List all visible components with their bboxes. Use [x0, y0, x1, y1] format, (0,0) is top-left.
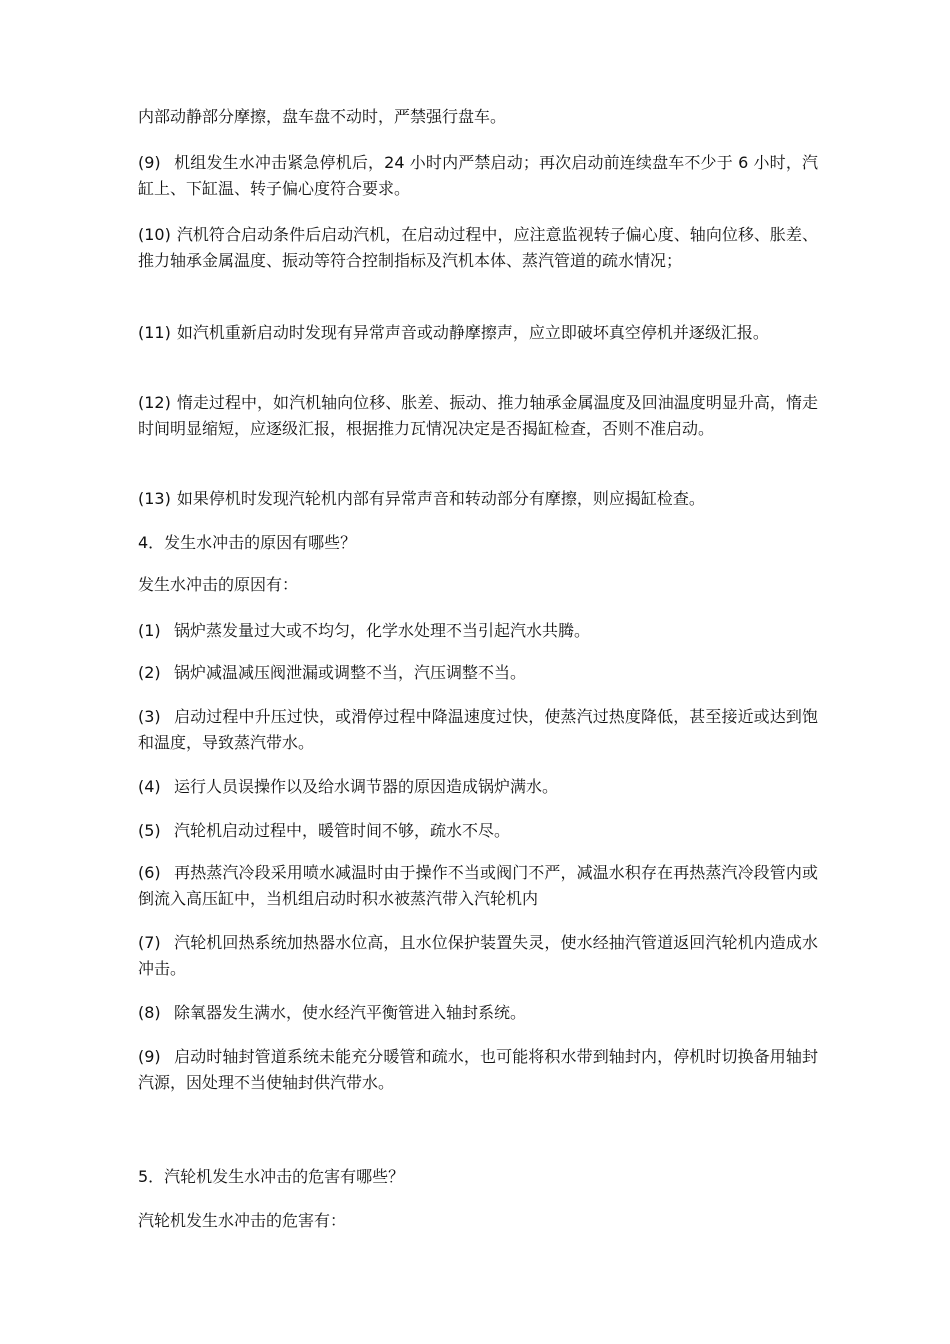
question-text: 5．汽轮机发生水冲击的危害有哪些？ [138, 1167, 405, 1186]
item-text: 机组发生水冲击紧急停机后，24 小时内严禁启动；再次启动前连续盘车不少于 6 小时，汽缸上、下缸温、转子偏心度符合要求。 [138, 153, 818, 198]
item-text: 汽轮机回热系统加热器水位高，且水位保护装置失灵，使水经抽汽管道返回汽轮机内造成水冲击。 [138, 933, 818, 978]
measure-item-10 [138, 222, 818, 274]
item-text: 汽机符合启动条件后启动汽机，在启动过程中，应注意监视转子偏心度、轴向位移、胀差、推力轴承金属温度、振动等符合控制指标及汽机本体、蒸汽管道的疏水情况； [138, 225, 818, 270]
item-number: (7) [138, 933, 161, 952]
measure-item-13 [138, 486, 818, 512]
cause-item-6 [138, 860, 818, 912]
question-4-intro [138, 572, 818, 598]
item-text: 锅炉减温减压阀泄漏或调整不当，汽压调整不当。 [174, 663, 527, 682]
item-number: (4) [138, 777, 161, 796]
item-text: 启动过程中升压过快，或滑停过程中降温速度过快，使蒸汽过热度降低，甚至接近或达到饱和温度，导致蒸汽带水。 [138, 707, 818, 752]
measure-item-11 [138, 320, 818, 346]
item-number: (5) [138, 821, 161, 840]
cause-item-4 [138, 774, 818, 800]
item-number: (2) [138, 663, 161, 682]
cause-item-7 [138, 930, 818, 982]
cause-item-8 [138, 1000, 818, 1026]
cause-item-2 [138, 660, 818, 686]
cause-item-9 [138, 1044, 818, 1096]
item-number: (13) [138, 489, 171, 508]
item-number: (10) [138, 225, 171, 244]
item-text: 如果停机时发现汽轮机内部有异常声音和转动部分有摩擦，则应揭缸检查。 [176, 489, 705, 508]
paragraph-text: 内部动静部分摩擦，盘车盘不动时，严禁强行盘车。 [138, 107, 507, 126]
item-number: (1) [138, 621, 161, 640]
item-text: 再热蒸汽冷段采用喷水减温时由于操作不当或阀门不严，减温水积存在再热蒸汽冷段管内或倒流入高压缸中，当机组启动时积水被蒸汽带入汽轮机内 [138, 863, 818, 908]
item-text: 如汽机重新启动时发现有异常声音或动静摩擦声，应立即破坏真空停机并逐级汇报。 [176, 323, 769, 342]
measure-item-12 [138, 390, 818, 442]
item-text: 除氧器发生满水，使水经汽平衡管进入轴封系统。 [174, 1003, 527, 1022]
question-5-intro [138, 1208, 818, 1234]
intro-text: 汽轮机发生水冲击的危害有： [138, 1211, 347, 1230]
item-number: (3) [138, 707, 161, 726]
item-text: 惰走过程中，如汽机轴向位移、胀差、振动、推力轴承金属温度及回油温度明显升高，惰走时间明显缩短，应逐级汇报，根据推力瓦情况决定是否揭缸检查，否则不准启动。 [138, 393, 818, 438]
question-4-heading [138, 530, 818, 556]
item-text: 锅炉蒸发量过大或不均匀，化学水处理不当引起汽水共腾。 [174, 621, 591, 640]
question-text: 4．发生水冲击的原因有哪些？ [138, 533, 357, 552]
item-text: 运行人员误操作以及给水调节器的原因造成锅炉满水。 [174, 777, 559, 796]
item-number: (6) [138, 863, 161, 882]
item-number: (12) [138, 393, 171, 412]
cause-item-1 [138, 618, 818, 644]
item-text: 启动时轴封管道系统未能充分暖管和疏水，也可能将积水带到轴封内，停机时切换备用轴封汽源，因处理不当使轴封供汽带水。 [138, 1047, 818, 1092]
item-number: (9) [138, 1047, 161, 1066]
item-number: (9) [138, 153, 161, 172]
cause-item-3 [138, 704, 818, 756]
item-text: 汽轮机启动过程中，暖管时间不够，疏水不尽。 [174, 821, 511, 840]
intro-text: 发生水冲击的原因有： [138, 575, 299, 594]
cause-item-5 [138, 818, 818, 844]
measure-item-9 [138, 150, 818, 202]
paragraph-continuation [138, 104, 818, 130]
item-number: (8) [138, 1003, 161, 1022]
question-5-heading [138, 1164, 818, 1190]
item-number: (11) [138, 323, 171, 342]
